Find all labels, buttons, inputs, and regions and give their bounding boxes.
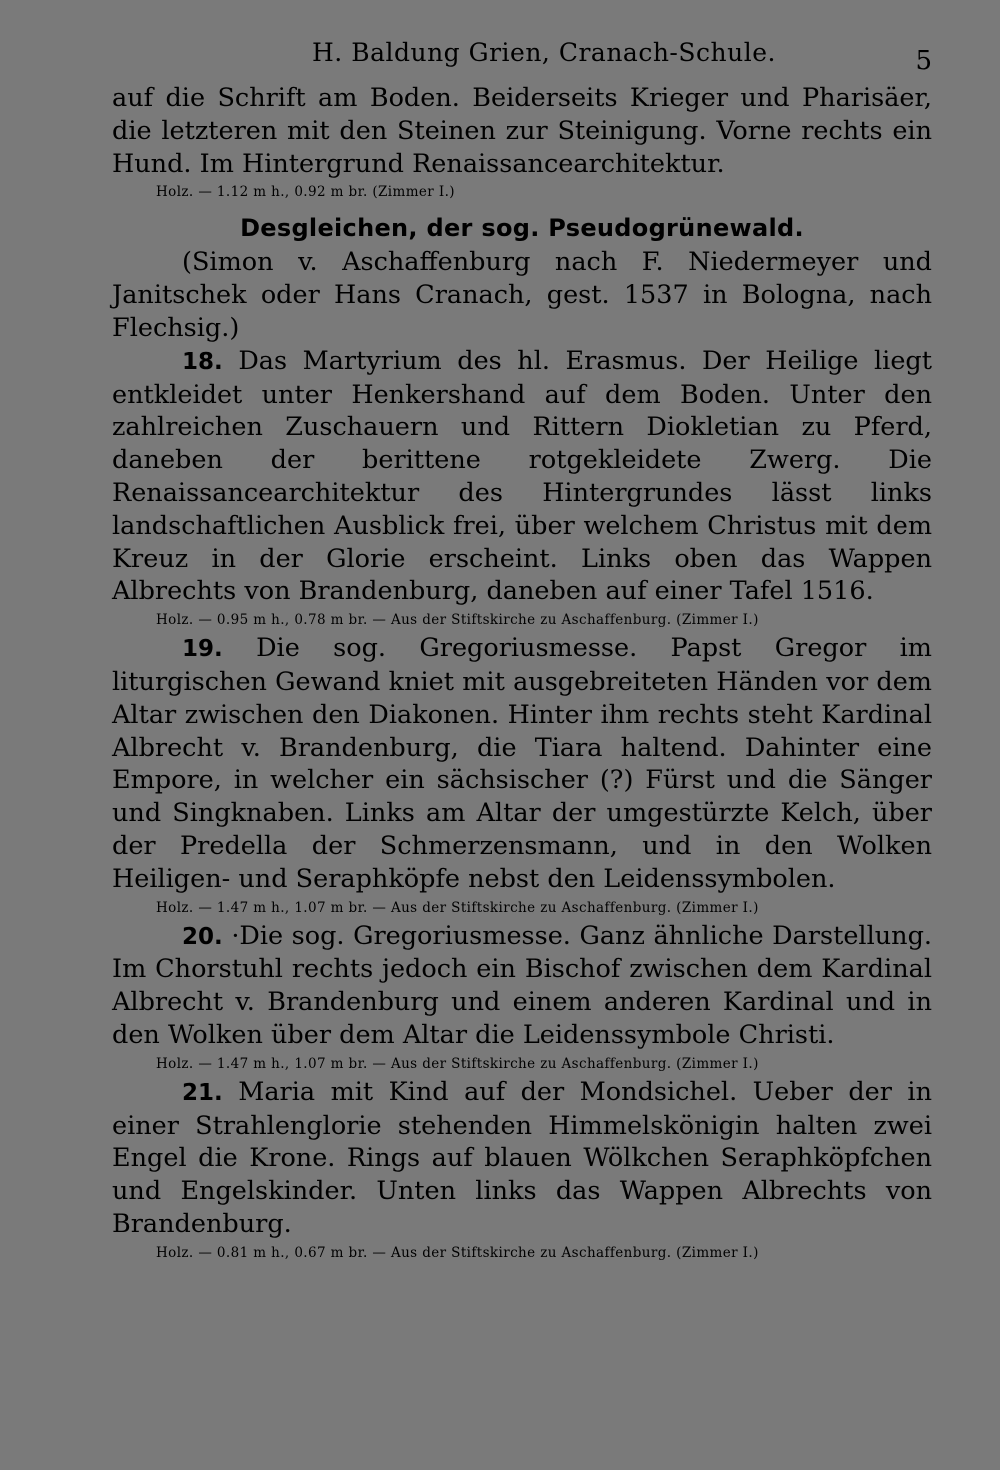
entry-description: Das Martyrium des hl. Erasmus. Der Heilige liegt entkleidet unter Henkershand auf dem Boden. Unter den zahlreichen Zuschauern und Rittern Diokletian zu Pferd, daneben der berittene rotgekleidete Zwerg. Die Renaissancearchitektur des Hintergrundes lässt links landschaftlichen Ausblick frei, über welchem Christus mit dem Kreuz in der Glorie erscheint. Links oben das Wappen Albrechts von Brandenburg, daneben auf einer Tafel 1516. bbox=[112, 345, 933, 607]
entry-text bbox=[112, 1076, 932, 1241]
section-heading: Desgleichen, der sog. Pseudogrünewald. bbox=[240, 214, 804, 243]
running-title: H. Baldung Grien, Cranach-Schule. bbox=[312, 38, 776, 67]
entry-number: 18. bbox=[182, 348, 223, 375]
catalog-entry bbox=[112, 345, 932, 632]
entry-meta: Holz. — 1.47 m h., 1.07 m br. — Aus der Stiftskirche zu Aschaffenburg. (Zimmer I.) bbox=[156, 1055, 759, 1072]
continuation-text: auf die Schrift am Boden. Beiderseits Krieger und Pharisäer, die letzteren mit den Steinen zur Steinigung. Vorne rechts ein Hund. Im Hintergrund Renaissancearchitektur. bbox=[112, 83, 932, 179]
catalog-entry bbox=[112, 632, 932, 919]
entry-meta: Holz. — 0.95 m h., 0.78 m br. — Aus der Stiftskirche zu Aschaffenburg. (Zimmer I.) bbox=[156, 612, 759, 629]
document-page bbox=[112, 38, 932, 1265]
entry-description: ·Die sog. Gregoriusmesse. Ganz ähnliche Darstellung. Im Chorstuhl rechts jedoch ein Bischof zwischen dem Kardinal Albrecht v. Brandenburg und einem anderen Kardinal und in den Wolken über dem Altar die Leidenssymbole Christi. bbox=[112, 920, 933, 1050]
entry-text bbox=[112, 345, 932, 608]
entry-description: Maria mit Kind auf der Mondsichel. Ueber der in einer Strahlenglorie stehenden Himmelskönigin halten zwei Engel die Krone. Rings auf blauen Wölkchen Seraphköpfchen und Engelskinder. Unten links das Wappen Albrechts von Brandenburg. bbox=[112, 1076, 932, 1239]
section-attribution: (Simon v. Aschaffenburg nach F. Niedermeyer und Janitschek oder Hans Cranach, gest. 1537 in Bologna, nach Flechsig.) bbox=[112, 247, 932, 343]
entry-meta: Holz. — 1.47 m h., 1.07 m br. — Aus der Stiftskirche zu Aschaffenburg. (Zimmer I.) bbox=[156, 899, 759, 916]
entry-meta: Holz. — 0.81 m h., 0.67 m br. — Aus der Stiftskirche zu Aschaffenburg. (Zimmer I.) bbox=[156, 1244, 759, 1261]
entry-number: 19. bbox=[182, 636, 223, 663]
entry-description: Die sog. Gregoriusmesse. Papst Gregor im liturgischen Gewand kniet mit ausgebreiteten Händen vor dem Altar zwischen den Diakonen. Hinter ihm rechts steht Kardinal Albrecht v. Brandenburg, die Tiara haltend. Dahinter eine Empore, in welcher ein sächsischer (?) Fürst und die Sänger und Singknaben. Links am Altar der umgestürzte Kelch, über der Predella der Schmerzensmann, und in den Wolken Heiligen- und Seraphköpfe nebst den Leidenssymbolen. bbox=[112, 633, 932, 894]
continuation-meta: Holz. — 1.12 m h., 0.92 m br. (Zimmer I.) bbox=[156, 184, 455, 201]
entry-number: 20. bbox=[182, 923, 223, 950]
page-number: 5 bbox=[915, 46, 932, 76]
catalog-entry bbox=[112, 920, 932, 1076]
running-header bbox=[112, 38, 932, 82]
entry-number: 21. bbox=[182, 1079, 223, 1106]
catalog-entry bbox=[112, 1076, 932, 1265]
entry-text bbox=[112, 632, 932, 895]
entry-text bbox=[112, 920, 932, 1052]
